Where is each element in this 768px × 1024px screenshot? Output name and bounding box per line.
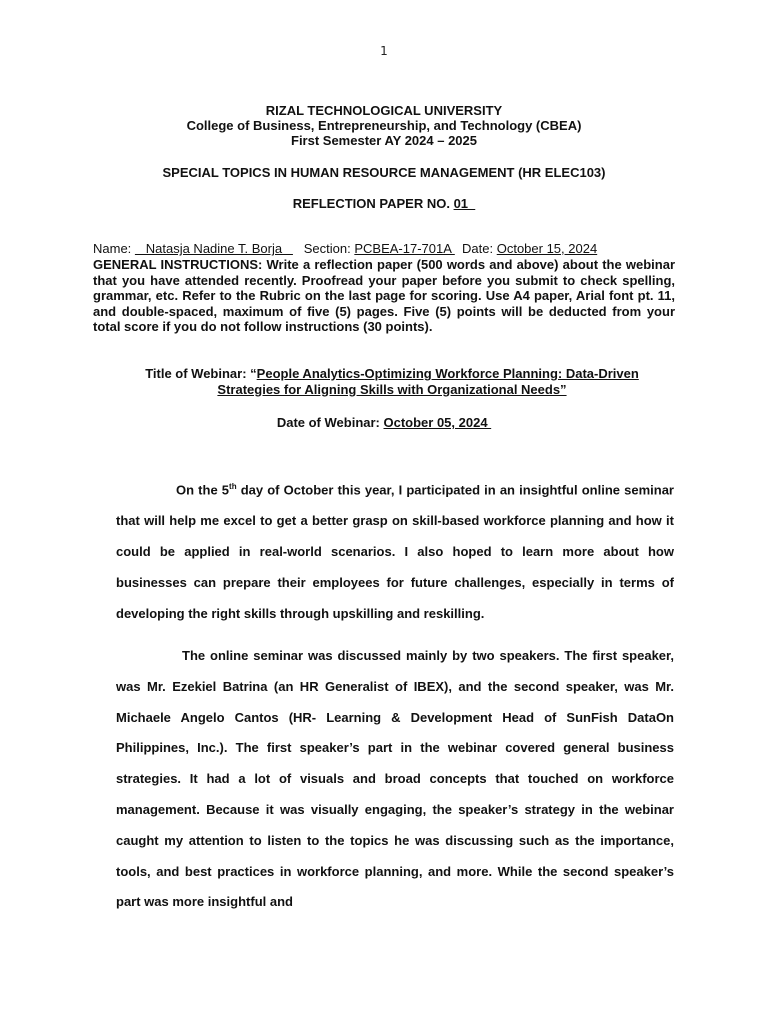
para2-text: The online seminar was discussed mainly by two speakers. The first speaker, was Mr. Ezekiel Batrina (an HR Generalist of IBEX), and the second speaker, was Mr. Michaele Angelo Cantos (HR- Learning & Development Head of SunFish DataOn Philippines, Inc.). The first speaker’s part in the webinar covered general business strategies. It had a lot of visuals and broad concepts that touched on workforce management. Because it was visually engaging, the speaker’s strategy in the webinar caught my attention to listen to the topics he was discussing such as the importance, tools, and best practices in workforce planning, and more. While the second speaker’s part was more insightful and bbox=[116, 648, 674, 910]
course-title: SPECIAL TOPICS IN HUMAN RESOURCE MANAGEMENT (HR ELEC103) bbox=[162, 165, 606, 180]
date-label: Date: bbox=[454, 241, 497, 256]
para1-text-start: On the 5 bbox=[176, 482, 230, 498]
college-name: College of Business, Entrepreneurship, and Technology (CBEA) bbox=[186, 118, 582, 133]
webinar-date-label: Date of Webinar: bbox=[276, 415, 384, 430]
student-info-line bbox=[93, 241, 683, 256]
reflection-paper-number bbox=[0, 196, 768, 211]
university-name: RIZAL TECHNOLOGICAL UNIVERSITY bbox=[265, 103, 503, 118]
instructions-text: Write a reflection paper (500 words and above) about the webinar that you have attended recently. Proofread your paper before you submit to check spelling, grammar, etc. Refer to the Rubric on the last page for scoring. Use A4 paper, Arial font pt. 11, and double-spaced, maximum of five (5) pages. Five (5) points will be deducted from your total score if you do not follow instructions (30 points). bbox=[93, 257, 676, 334]
page-number: 1 bbox=[380, 44, 388, 58]
body-paragraph-1 bbox=[116, 472, 674, 629]
paper-number-value: 01 bbox=[453, 196, 476, 211]
name-label: Name: bbox=[93, 241, 135, 256]
instructions-label: GENERAL INSTRUCTIONS: bbox=[93, 257, 263, 272]
semester: First Semester AY 2024 – 2025 bbox=[291, 133, 477, 148]
general-instructions bbox=[93, 257, 675, 335]
body-paragraph-2 bbox=[116, 641, 674, 918]
webinar-title-label: Title of Webinar: “ bbox=[145, 366, 257, 381]
para1-text-rest: day of October this year, I participated in an insightful online seminar that will help me excel to get a better grasp on skill-based workforce planning and how it could be applied in real-world scenarios. I also hoped to learn more about how businesses can prepare their employees for future challenges, especially in terms of developing the right skills through upskilling and reskilling. bbox=[116, 482, 674, 621]
paper-number-label: REFLECTION PAPER NO. bbox=[292, 196, 454, 211]
section-value: PCBEA-17-701A bbox=[354, 241, 455, 256]
ordinal-superscript: th bbox=[229, 482, 237, 491]
document-header bbox=[0, 103, 768, 148]
webinar-title-value: People Analytics-Optimizing Workforce Planning: Data-Driven Strategies for Aligning Skills with Organizational Needs” bbox=[217, 366, 639, 397]
date-value: October 15, 2024 bbox=[496, 241, 598, 256]
webinar-title bbox=[112, 366, 672, 397]
name-value: Natasja Nadine T. Borja bbox=[134, 241, 293, 256]
webinar-date-value: October 05, 2024 bbox=[383, 415, 492, 430]
webinar-date bbox=[0, 415, 768, 430]
section-label: Section: bbox=[292, 241, 355, 256]
